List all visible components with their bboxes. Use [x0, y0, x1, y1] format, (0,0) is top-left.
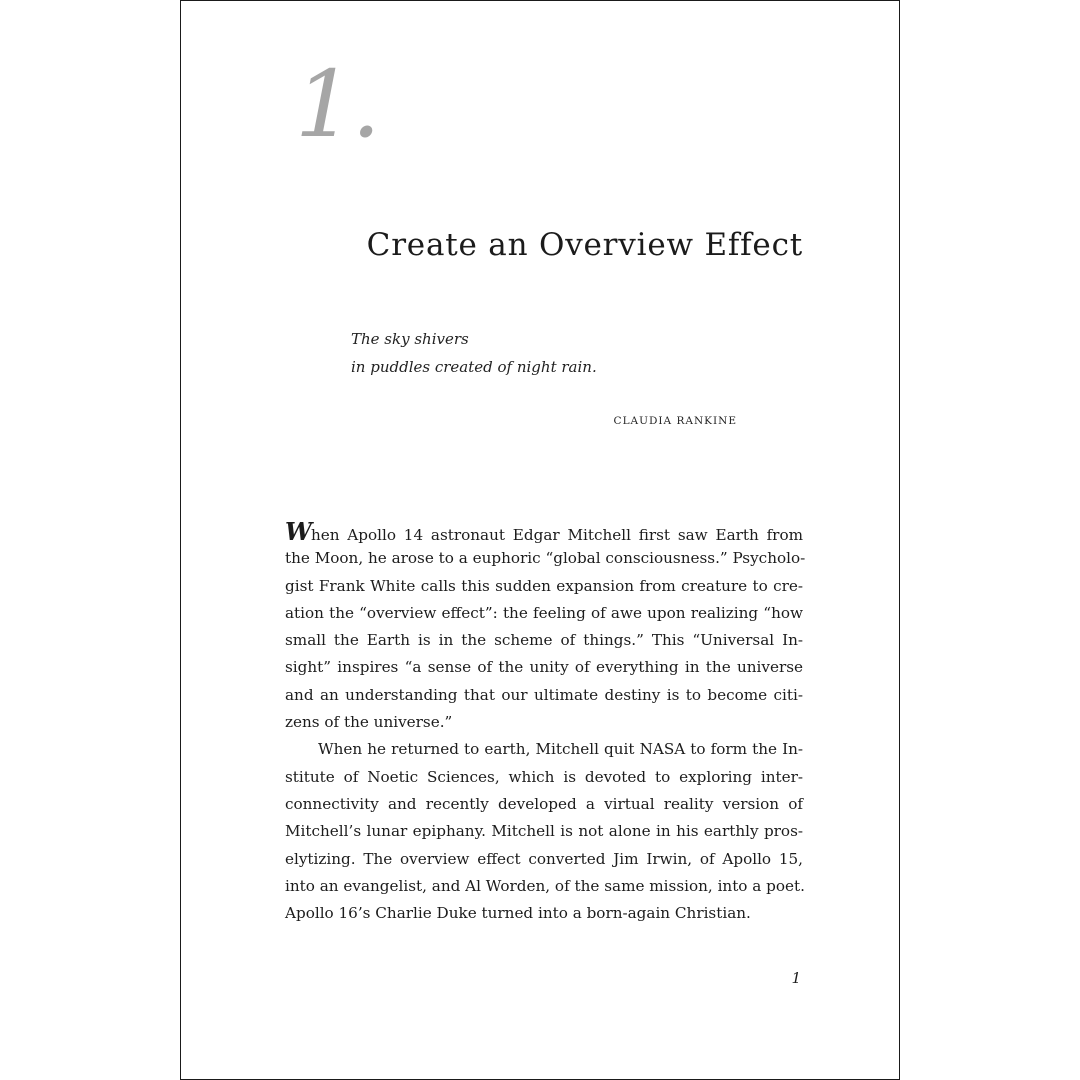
text-line: ation the “overview effect”: the feeling of awe upon realizing “how — [285, 603, 803, 622]
drop-cap: W — [285, 517, 311, 546]
book-page — [180, 0, 900, 1080]
text-line: connectivity and recently developed a virtual reality version of — [285, 794, 803, 813]
page-number: 1 — [791, 969, 801, 987]
body-text — [285, 517, 806, 927]
text-line: When he returned to earth, Mitchell quit NASA to form the In- — [318, 740, 803, 759]
text-line: zens of the universe.” — [285, 713, 453, 732]
text-line: gist Frank White calls this sudden expansion from creature to cre- — [285, 576, 803, 595]
line-text: hen Apollo 14 astronaut Edgar Mitchell first saw Earth from — [310, 526, 803, 544]
text-line: Apollo 16’s Charlie Duke turned into a born-again Christian. — [285, 904, 751, 923]
paragraph-2 — [285, 736, 803, 927]
text-line: sight” inspires “a sense of the unity of everything in the universe — [285, 658, 803, 677]
text-line: the Moon, he arose to a euphoric “global consciousness.” Psycholo- — [285, 549, 806, 568]
text-line: and an understanding that our ultimate destiny is to become citi- — [285, 685, 803, 704]
text-line: elytizing. The overview effect converted Jim Irwin, of Apollo 15, — [285, 849, 803, 868]
chapter-title: Create an Overview Effect — [366, 227, 803, 263]
epigraph-line: The sky shivers — [351, 330, 469, 348]
text-line: into an evangelist, and Al Worden, of the same mission, into a poet. — [285, 876, 805, 895]
text-line: stitute of Noetic Sciences, which is devoted to exploring inter- — [285, 767, 803, 786]
text-line: small the Earth is in the scheme of things.” This “Universal In- — [285, 631, 803, 650]
epigraph — [351, 325, 597, 381]
text-line — [285, 518, 803, 545]
paragraph-1 — [285, 517, 806, 736]
epigraph-line: in puddles created of night rain. — [351, 358, 597, 376]
text-line: Mitchell’s lunar epiphany. Mitchell is not alone in his earthly pros- — [285, 822, 803, 841]
epigraph-attribution: CLAUDIA RANKINE — [613, 415, 737, 427]
chapter-number: 1. — [295, 51, 379, 158]
